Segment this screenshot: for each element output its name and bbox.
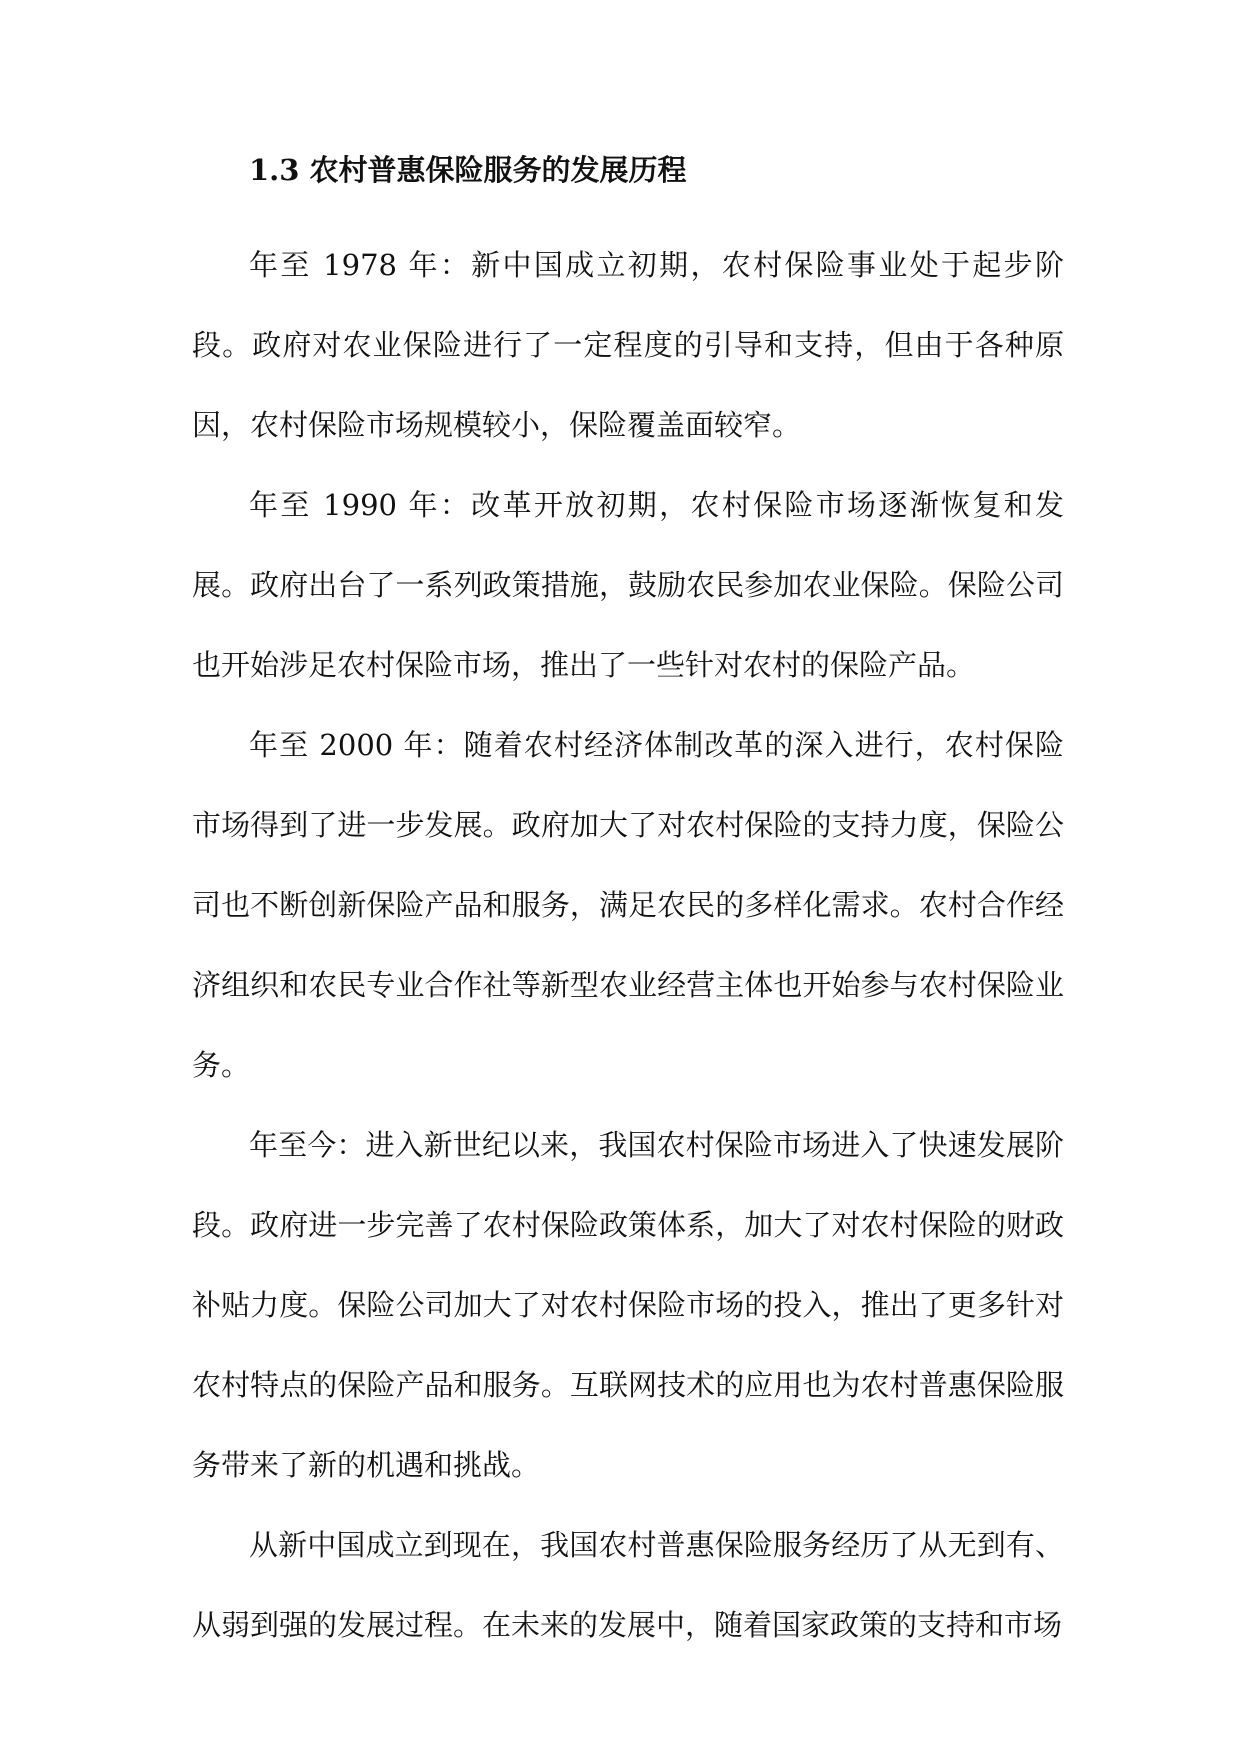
paragraph-present: 年至今：进入新世纪以来，我国农村保险市场进入了快速发展阶段。政府进一步完善了农村保险政策体系，加大了对农村保险的财政补贴力度。保险公司加大了对农村保险市场的投入，推出了更多针对农村特点的保险产品和服务。互联网技术的应用也为农村普惠保险服务带来了新的机遇和挑战。 <box>192 1128 1064 1482</box>
paragraph-1990: 年至 1990 年：改革开放初期，农村保险市场逐渐恢复和发展。政府出台了一系列政策措施，鼓励农民参加农业保险。保险公司也开始涉足农村保险市场，推出了一些针对农村的保险产品。 <box>192 488 1064 682</box>
document-body <box>192 225 1064 1665</box>
paragraph-1978: 年至 1978 年：新中国成立初期，农村保险事业处于起步阶段。政府对农业保险进行了一定程度的引导和支持，但由于各种原因，农村保险市场规模较小，保险覆盖面较窄。 <box>192 248 1064 442</box>
paragraph-summary: 从新中国成立到现在，我国农村普惠保险服务经历了从无到有、从弱到强的发展过程。在未来的发展中，随着国家政策的支持和市场 <box>192 1528 1064 1642</box>
section-heading: 1.3 农村普惠保险服务的发展历程 <box>249 153 687 187</box>
paragraph-2000: 年至 2000 年：随着农村经济体制改革的深入进行，农村保险市场得到了进一步发展。政府加大了对农村保险的支持力度，保险公司也不断创新保险产品和服务，满足农民的多样化需求。农村合作经济组织和农民专业合作社等新型农业经营主体也开始参与农村保险业务。 <box>192 728 1064 1082</box>
